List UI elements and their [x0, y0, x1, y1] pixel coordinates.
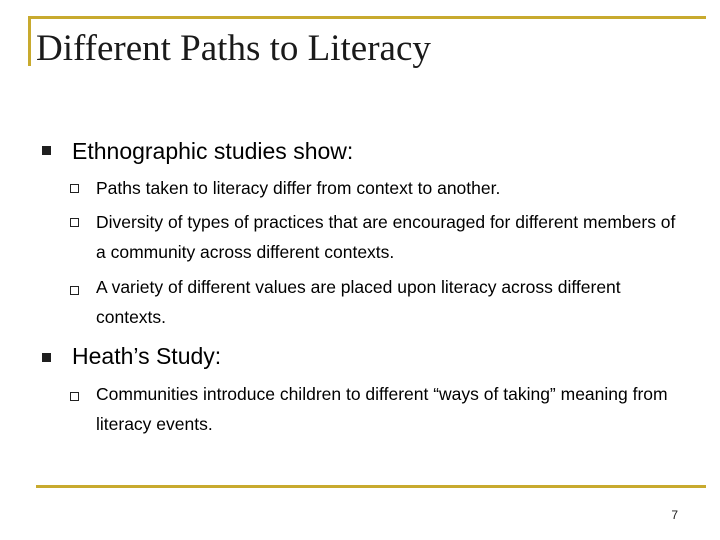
subbullet-communities-introduce: Communities introduce children to different “ways of taking” meaning from literacy events.: [96, 384, 668, 434]
hollow-square-bullet-icon: [70, 184, 79, 193]
title-top-rule: [28, 16, 706, 19]
subbullet-variety-of-values: A variety of different values are placed upon literacy across different contexts.: [96, 277, 621, 327]
slide-title: Different Paths to Literacy: [36, 28, 431, 69]
hollow-square-bullet-icon: [70, 286, 79, 295]
subbullet-diversity-of-practices: Diversity of types of practices that are encouraged for different members of a community across different contexts.: [96, 212, 676, 262]
title-left-rule: [28, 16, 31, 66]
hollow-square-bullet-icon: [70, 218, 79, 227]
square-bullet-icon: [42, 353, 51, 362]
square-bullet-icon: [42, 146, 51, 155]
hollow-square-bullet-icon: [70, 392, 79, 401]
bullet-heaths-study: Heath’s Study:: [72, 343, 222, 369]
footer-rule: [36, 485, 706, 488]
subbullet-paths-taken: Paths taken to literacy differ from context to another.: [96, 178, 501, 198]
page-number: 7: [671, 508, 678, 522]
bullet-ethnographic-studies: Ethnographic studies show:: [72, 138, 354, 164]
